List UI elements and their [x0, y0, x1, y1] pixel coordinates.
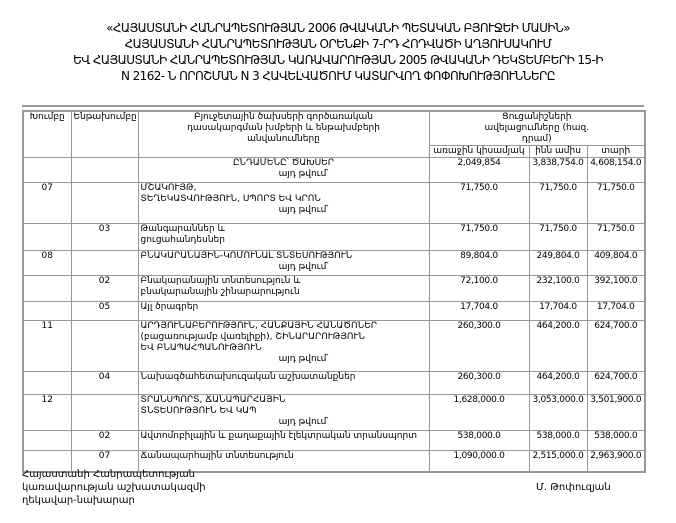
label-line: ցուցահանդեսներ	[140, 235, 225, 245]
table-row	[23, 372, 645, 395]
value-year: 538,000.0	[587, 431, 645, 451]
subgroup-code: 02	[71, 276, 138, 302]
value-nine-months: 17,704.0	[529, 302, 587, 321]
including-note: այդ թվում՝	[278, 417, 329, 427]
subgroup-code: 07	[71, 451, 138, 472]
group-code: 07	[23, 183, 71, 224]
group-code	[23, 431, 71, 451]
subgroup-code: 05	[71, 302, 138, 321]
label-line: ՄՇԱԿՈՒՅԹ,	[140, 183, 197, 193]
subgroup-code	[71, 395, 138, 431]
including-note: այդ թվում՝	[278, 262, 329, 272]
position-line: ղեկավար-նախարար	[22, 495, 135, 506]
group-code	[23, 302, 71, 321]
row-label	[138, 224, 429, 251]
group-code: 08	[23, 251, 71, 276]
label-line: ԱՐԴՅՈՒՆԱԲԵՐՈՒԹՅՈՒՆ, ՀԱՆՔԱՅԻՆ ՀԱՆԱԾՈՆԵՐ	[140, 321, 378, 331]
value-nine-months: 232,100.0	[529, 276, 587, 302]
title-line: «ՀԱՅԱՍՏԱՆԻ ՀԱՆՐԱՊԵՏՈՒԹՅԱՆ 2006 ԹՎԱԿԱՆԻ ՊԵՏԱԿԱՆ ԲՅՈՒՋԵԻ ՄԱՍԻՆ»	[106, 21, 570, 35]
label-line: Ճանապարհային տնտեսություն	[140, 451, 294, 461]
value-year: 71,750.0	[587, 183, 645, 224]
label-line: Թանգարաններ և	[140, 224, 225, 234]
subgroup-code	[71, 183, 138, 224]
label-line: Այլ ծրագրեր	[140, 302, 199, 312]
value-year: 624,700.0	[587, 321, 645, 372]
row-label	[138, 276, 429, 302]
label-line: (բացառությամբ վառելիքի), ՇԻՆԱՐԱՐՈՒԹՅՈՒՆ	[140, 332, 365, 342]
group-code: 11	[23, 321, 71, 372]
group-code	[23, 224, 71, 251]
value-year: 71,750.0	[587, 224, 645, 251]
value-year: 17,704.0	[587, 302, 645, 321]
title-line: N 2162- Ն ՈՐՈՇՄԱՆ N 3 ՀԱՎԵԼՎԱԾՈՒՄ ԿԱՏԱՐՎՈՂ ՓՈՓՈԽՈՒԹՅՈՒՆՆԵՐԸ	[121, 69, 555, 83]
label-line: ՏԵՂԵԿԱՏՎՈՒԹՅՈՒՆ, ՍՊՈՐՏ ԵՎ ԿՐՈՆ	[140, 194, 321, 204]
subgroup-code: 02	[71, 431, 138, 451]
position-line: Հայաստանի Հանրապետության	[22, 469, 196, 480]
header-name: Բյուջետային ծախսերի գործառական դասակարգման խմբերի և ենթախմբերի անվանումները	[138, 111, 429, 158]
group-code	[23, 372, 71, 395]
value-nine-months: 3,838,754.0	[529, 158, 587, 183]
header-year: տարի	[587, 146, 645, 158]
group-code	[23, 276, 71, 302]
value-first-half: 1,628,000.0	[429, 395, 529, 431]
value-first-half: 2,049,854	[429, 158, 529, 183]
value-first-half: 538,000.0	[429, 431, 529, 451]
label-line: Ավտոմոբիլային և քաղաքային էլեկտրական տրանսպորտ	[140, 431, 417, 441]
subgroup-code	[71, 251, 138, 276]
header-subgroup: Ենթախումբը	[71, 111, 138, 158]
table-row	[23, 395, 645, 431]
label-line: ՏՆՏԵՍՈՒԹՅՈՒՆ ԵՎ ԿԱՊ	[140, 406, 257, 416]
value-first-half: 260,300.0	[429, 321, 529, 372]
value-nine-months: 538,000.0	[529, 431, 587, 451]
label-line: Նախագծահետախուզական աշխատանքներ	[140, 372, 356, 382]
value-year: 4,608,154.0	[587, 158, 645, 183]
value-nine-months: 71,750.0	[529, 183, 587, 224]
table-row	[23, 158, 645, 183]
table-row	[23, 276, 645, 302]
row-label	[138, 158, 429, 183]
including-note: այդ թվում՝	[278, 205, 329, 215]
label-line: ԸՆԴԱՄԵՆԸ՝ ԾԱԽՍԵՐ	[232, 158, 335, 168]
label-line: ՏՐԱՆՍՊՈՐՏ, ՃԱՆԱՊԱՐՀԱՅԻՆ	[140, 395, 286, 405]
row-label	[138, 431, 429, 451]
value-year: 624,700.0	[587, 372, 645, 395]
subgroup-code: 04	[71, 372, 138, 395]
row-label	[138, 321, 429, 372]
value-first-half: 71,750.0	[429, 183, 529, 224]
changes-table	[22, 110, 646, 473]
document-title	[0, 20, 676, 84]
value-first-half: 72,100.0	[429, 276, 529, 302]
row-label	[138, 251, 429, 276]
header-nine-months: ինն ամիս	[529, 146, 587, 158]
label-line: ԲՆԱԿԱՐԱՆԱՅԻՆ-ԿՈՄՈՒՆԱԼ ՏՆՏԵՍՈՒԹՅՈՒՆ	[140, 251, 353, 261]
label-line: ԵՎ ԲՆԱՊԱՀՊԱՆՈՒԹՅՈՒՆ	[140, 343, 262, 353]
title-line: ՀԱՅԱՍՏԱՆԻ ՀԱՆՐԱՊԵՏՈՒԹՅԱՆ ՕՐԵՆՔԻ 7-ՐԴ ՀՈԴՎԱԾԻ ԱՂՅՈՒՍԱԿՈՒՄ	[124, 37, 552, 51]
signatory-name: Մ. Թոփուզյան	[536, 482, 611, 493]
row-label	[138, 372, 429, 395]
table-row	[23, 183, 645, 224]
value-year: 409,804.0	[587, 251, 645, 276]
table-row	[23, 321, 645, 372]
value-nine-months: 71,750.0	[529, 224, 587, 251]
value-first-half: 71,750.0	[429, 224, 529, 251]
label-line: բնակարանային շինարարություն	[140, 287, 300, 297]
table-row	[23, 224, 645, 251]
value-nine-months: 464,200.0	[529, 321, 587, 372]
including-note: այդ թվում՝	[278, 169, 329, 179]
value-nine-months: 249,804.0	[529, 251, 587, 276]
value-year: 3,501,900.0	[587, 395, 645, 431]
divider	[22, 105, 644, 107]
row-label	[138, 302, 429, 321]
value-nine-months: 464,200.0	[529, 372, 587, 395]
value-first-half: 260,300.0	[429, 372, 529, 395]
header-first-half: առաջին կիսամյակ	[429, 146, 529, 158]
header-group: Խումբը	[23, 111, 71, 158]
header-increase: Ցուցանիշների ավելացումները (հազ. դրամ)	[429, 111, 645, 146]
subgroup-code: 03	[71, 224, 138, 251]
value-first-half: 1,090,000.0	[429, 451, 529, 472]
table-row	[23, 302, 645, 321]
label-line: Բնակարանային տնտեսություն և	[140, 276, 301, 286]
subgroup-code	[71, 321, 138, 372]
group-code: 12	[23, 395, 71, 431]
including-note: այդ թվում՝	[278, 354, 329, 364]
value-year: 2,963,900.0	[587, 451, 645, 472]
value-first-half: 17,704.0	[429, 302, 529, 321]
row-label	[138, 183, 429, 224]
group-code	[23, 158, 71, 183]
value-nine-months: 2,515,000.0	[529, 451, 587, 472]
row-label	[138, 395, 429, 431]
subgroup-code	[71, 158, 138, 183]
value-year: 392,100.0	[587, 276, 645, 302]
value-first-half: 89,804.0	[429, 251, 529, 276]
value-nine-months: 3,053,000.0	[529, 395, 587, 431]
table-row	[23, 431, 645, 451]
position-line: կառավարության աշխատակազմի	[22, 482, 206, 493]
table-row	[23, 251, 645, 276]
signatory-position	[22, 468, 206, 507]
title-line: ԵՎ ՀԱՅԱՍՏԱՆԻ ՀԱՆՐԱՊԵՏՈՒԹՅԱՆ ԿԱՌԱՎԱՐՈՒԹՅԱՆ 2005 ԹՎԱԿԱՆԻ ԴԵԿՏԵՄԲԵՐԻ 15-Ի	[73, 53, 603, 67]
